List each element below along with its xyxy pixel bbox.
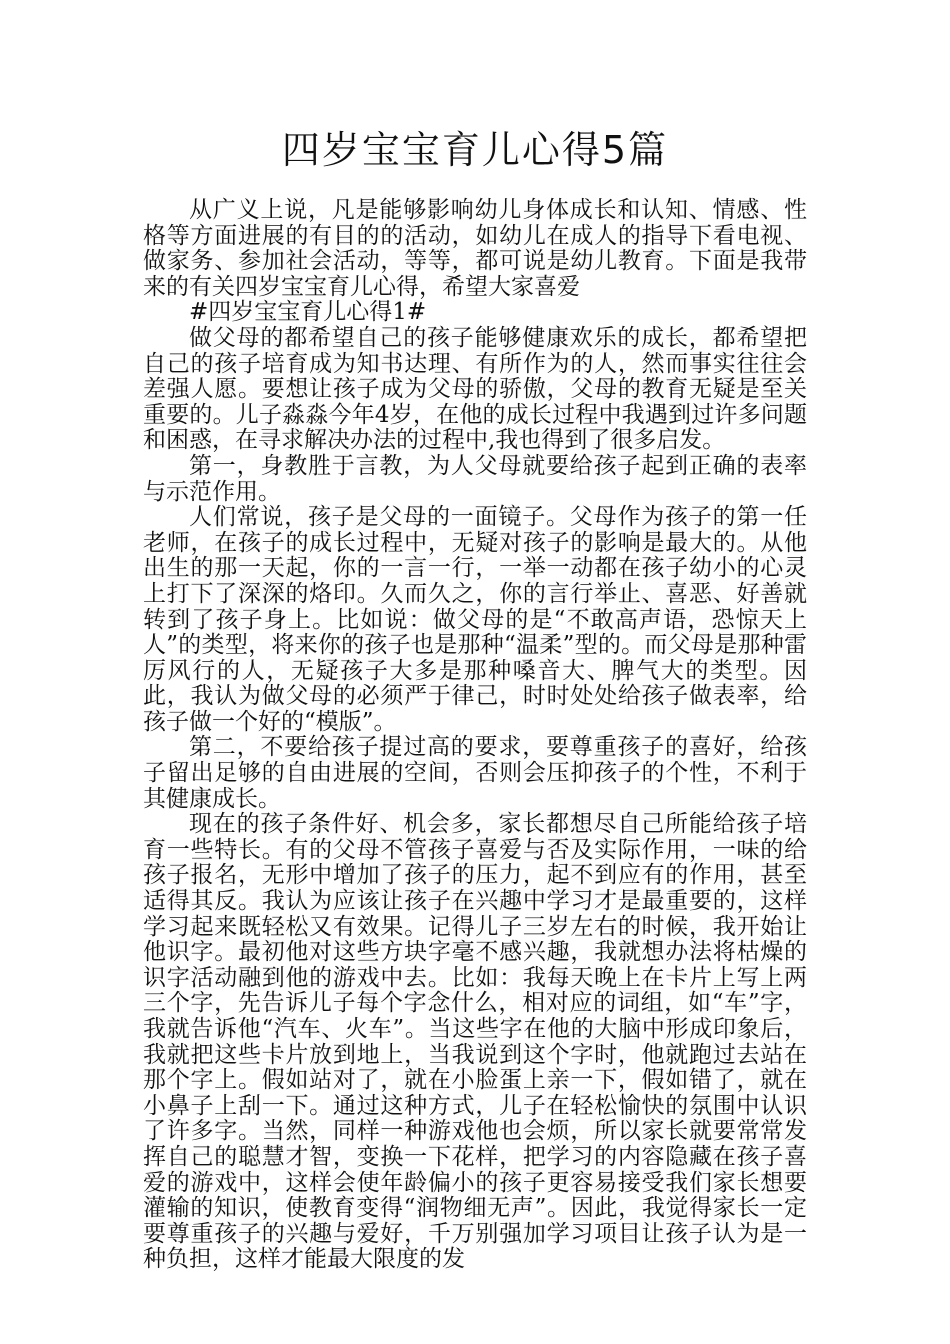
paragraph: 现在的孩子条件好、机会多，家长都想尽自己所能给孩子培育一些特长。有的父母不管孩子喜爱与否及实际作用，一味的给孩子报名，无形中增加了孩子的压力，起不到应有的作用，甚至适得其反。我认为应该让孩子在兴趣中学习才是最重要的，这样学习起来既轻松又有效果。记得儿子三岁左右的时候，我开始让他识字。最初他对这些方块字毫不感兴趣，我就想办法将枯燥的识字活动融到他的游戏中去。比如：我每天晚上在卡片上写上两三个字，先告诉儿子每个字念什么，相对应的词组，如“车”字，我就告诉他“汽车、火车”。当这些字在他的大脑中形成印象后，我就把这些卡片放到地上，当我说到这个字时，他就跑过去站在那个字上。假如站对了，就在小脸蛋上亲一下，假如错了，就在小鼻子上刮一下。通过这种方式，儿子在轻松愉快的氛围中认识了许多字。当然，同样一种游戏他也会烦，所以家长就要常常发挥自己的聪慧才智，变换一下花样，把学习的内容隐藏在孩子喜爱的游戏中，这样会使年龄偏小的孩子更容易接受我们家长想要灌输的知识，使教育变得“润物细无声”。因此，我觉得家长一定要尊重孩子的兴趣与爱好，千万别强加学习项目让孩子认为是一种负担，这样才能最大限度的发 (143, 811, 807, 1273)
paragraph: 做父母的都希望自己的孩子能够健康欢乐的成长，都希望把自己的孩子培育成为知书达理、有所作为的人，然而事实往往会差强人愿。要想让孩子成为父母的骄傲，父母的教育无疑是至关重要的。儿子淼淼今年4岁，在他的成长过程中我遇到过许多问题和困惑，在寻求解决办法的过程中,我也得到了很多启发。 (143, 324, 807, 454)
document-title: 四岁宝宝育儿心得5篇 (281, 128, 669, 172)
document-body (143, 198, 807, 1273)
paragraph: 人们常说，孩子是父母的一面镜子。父母作为孩子的第一任老师，在孩子的成长过程中，无疑对孩子的影响是最大的。从他出生的那一天起，你的一言一行，一举一动都在孩子幼小的心灵上打下了深深的烙印。久而久之，你的言行举止、喜恶、好善就转到了孩子身上。比如说：做父母的是“不敢高声语，恐惊天上人”的类型，将来你的孩子也是那种“温柔”型的。而父母是那种雷厉风行的人，无疑孩子大多是那种嗓音大、脾气大的类型。因此，我认为做父母的必须严于律己，时时处处给孩子做表率，给孩子做一个好的“模版”。 (143, 504, 807, 735)
paragraph: 第二，不要给孩子提过高的要求，要尊重孩子的喜好，给孩子留出足够的自由进展的空间，否则会压抑孩子的个性，不利于其健康成长。 (143, 734, 807, 812)
paragraph-intro: 从广义上说，凡是能够影响幼儿身体成长和认知、情感、性格等方面进展的有目的的活动，如幼儿在成人的指导下看电视、做家务、参加社会活动，等等，都可说是幼儿教育。下面是我带来的有关四岁宝宝育儿心得，希望大家喜爱 (143, 197, 807, 300)
section-heading-1: #四岁宝宝育儿心得1# (189, 299, 427, 326)
paragraph: 第一，身教胜于言教，为人父母就要给孩子起到正确的表率与示范作用。 (143, 452, 807, 505)
